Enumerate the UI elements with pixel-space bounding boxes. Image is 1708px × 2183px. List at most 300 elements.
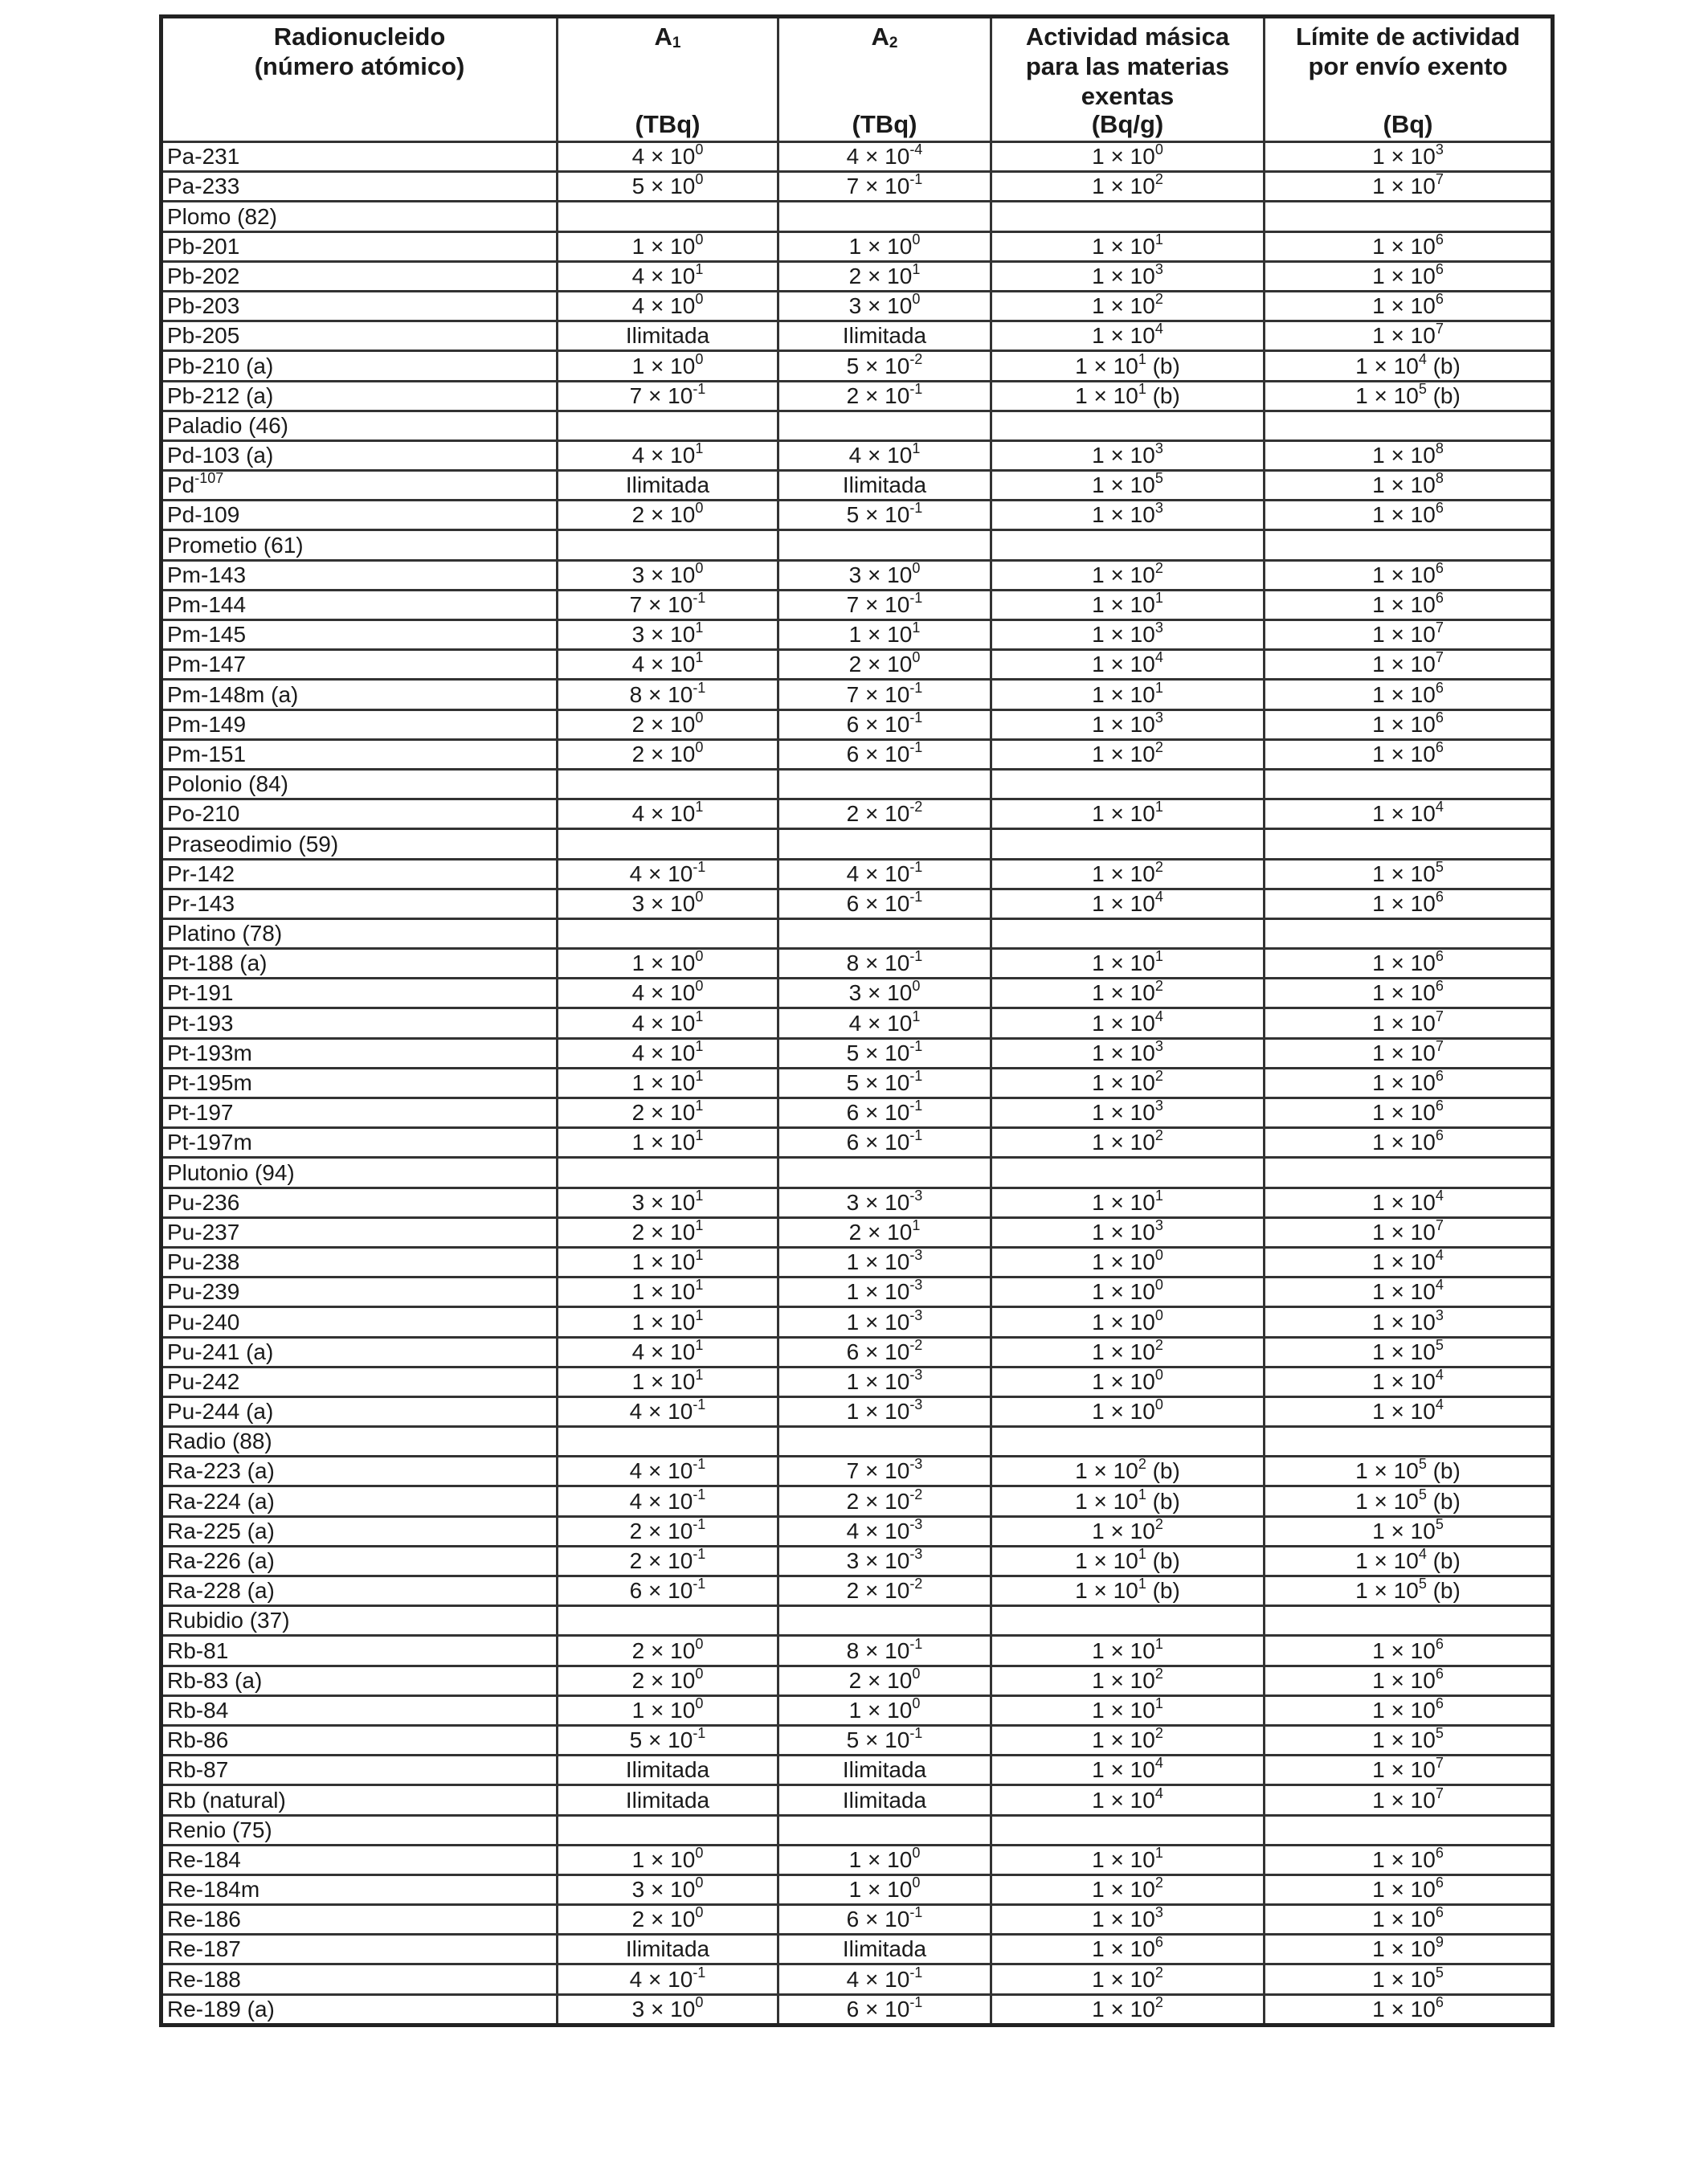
- exponent: 1: [695, 799, 704, 816]
- exponent: 4: [1154, 889, 1163, 905]
- cell-activity-limit: $1 \times 10^6$: [1265, 560, 1553, 590]
- cell-a2: Ilimitada: [778, 471, 991, 501]
- exponent: 6: [1154, 1934, 1163, 1951]
- exponent: 7: [1435, 321, 1444, 337]
- cell-radionuclide: Pr-142: [161, 859, 558, 889]
- cell-a2: $7 \times 10^{-1}$: [778, 590, 991, 619]
- exponent: -1: [909, 1098, 923, 1114]
- exponent: 0: [1154, 141, 1163, 158]
- exponent: 7: [1435, 171, 1444, 188]
- table-row: [161, 1367, 1553, 1396]
- cell-a2: $6 \times 10^{-1}$: [778, 709, 991, 739]
- cell-mass-activity: $1 \times 10^2$: [991, 1725, 1265, 1755]
- cell-a2: $4 \times 10^{-4}$: [778, 142, 991, 172]
- exponent: -1: [693, 1396, 706, 1413]
- exponent: 1: [1154, 679, 1163, 696]
- cell-mass-activity: $1 \times 10^4$: [991, 650, 1265, 680]
- exponent: -2: [909, 1486, 923, 1502]
- cell-mass-activity: $1 \times 10^2$: [991, 172, 1265, 202]
- cell-a2: $4 \times 10^{-1}$: [778, 859, 991, 889]
- cell-activity-limit: $1 \times 10^6$: [1265, 501, 1553, 530]
- table-row: [161, 231, 1553, 261]
- exponent: 1: [695, 1306, 704, 1323]
- exponent: 1: [912, 619, 921, 636]
- exponent: 7: [1435, 1755, 1444, 1772]
- cell-radionuclide: Rb-83 (a): [161, 1666, 558, 1695]
- cell-a2: $6 \times 10^{-1}$: [778, 739, 991, 769]
- cell-a1: [558, 411, 778, 440]
- cell-activity-limit: $1 \times 10^5$ (b): [1265, 1486, 1553, 1516]
- exponent: 6: [1435, 978, 1444, 995]
- element-group-row: [161, 1427, 1553, 1457]
- cell-a2: [778, 1158, 991, 1188]
- exponent: 1: [1138, 381, 1146, 397]
- exponent: -3: [909, 1188, 923, 1204]
- table-row: [161, 979, 1553, 1008]
- cell-radionuclide: Pt-193m: [161, 1038, 558, 1068]
- table-row: [161, 949, 1553, 979]
- cell-activity-limit: [1265, 202, 1553, 231]
- cell-a2: $5 \times 10^{-1}$: [778, 1725, 991, 1755]
- exponent: 4: [1154, 649, 1163, 666]
- cell-radionuclide: Platino (78): [161, 918, 558, 948]
- cell-mass-activity: $1 \times 10^2$: [991, 1874, 1265, 1904]
- exponent: 5: [1435, 1725, 1444, 1742]
- cell-mass-activity: $1 \times 10^3$: [991, 620, 1265, 650]
- header-mass-activity-unit: (Bq/g): [1091, 110, 1164, 138]
- cell-a2: [778, 1427, 991, 1457]
- cell-mass-activity: [991, 411, 1265, 440]
- cell-activity-limit: $1 \times 10^5$: [1265, 1337, 1553, 1367]
- table-row: [161, 381, 1553, 411]
- exponent: -3: [909, 1546, 923, 1562]
- cell-mass-activity: $1 \times 10^2$: [991, 1337, 1265, 1367]
- exponent: 5: [1435, 1964, 1444, 1981]
- exponent: 5: [1418, 1576, 1427, 1592]
- cell-activity-limit: $1 \times 10^5$: [1265, 1725, 1553, 1755]
- header-a1: [558, 17, 778, 142]
- exponent: 6: [1435, 948, 1444, 965]
- exponent: -1: [909, 1635, 923, 1652]
- cell-radionuclide: Re-186: [161, 1905, 558, 1935]
- exponent: -1: [693, 859, 706, 875]
- exponent: -3: [909, 1306, 923, 1323]
- exponent: -1: [909, 889, 923, 905]
- cell-activity-limit: $1 \times 10^6$: [1265, 261, 1553, 291]
- exponent: 4: [1154, 1784, 1163, 1801]
- cell-a1: $2 \times 10^0$: [558, 739, 778, 769]
- cell-a1: [558, 1158, 778, 1188]
- cell-mass-activity: $1 \times 10^2$: [991, 1666, 1265, 1695]
- cell-radionuclide: Pb-205: [161, 321, 558, 351]
- exponent: -1: [909, 739, 923, 755]
- cell-mass-activity: $1 \times 10^2$: [991, 560, 1265, 590]
- cell-a2: $2 \times 10^{-1}$: [778, 381, 991, 411]
- cell-mass-activity: $1 \times 10^0$: [991, 1396, 1265, 1426]
- cell-mass-activity: $1 \times 10^2$: [991, 1068, 1265, 1098]
- cell-a1: $2 \times 10^0$: [558, 709, 778, 739]
- cell-radionuclide: Rb (natural): [161, 1785, 558, 1815]
- exponent: 0: [912, 1845, 921, 1861]
- exponent: 1: [1154, 1845, 1163, 1861]
- table-row: [161, 1935, 1553, 1964]
- exponent: -1: [693, 1964, 706, 1981]
- exponent: -1: [909, 1127, 923, 1144]
- cell-mass-activity: $1 \times 10^2$: [991, 1128, 1265, 1158]
- cell-a1: $2 \times 10^0$: [558, 1636, 778, 1666]
- cell-a1: $4 \times 10^0$: [558, 979, 778, 1008]
- element-group-row: [161, 1815, 1553, 1845]
- table-row: [161, 142, 1553, 172]
- table-row: [161, 1785, 1553, 1815]
- exponent: -1: [909, 709, 923, 726]
- cell-a1: $4 \times 10^{-1}$: [558, 1457, 778, 1486]
- cell-a1: $4 \times 10^{-1}$: [558, 1486, 778, 1516]
- header-a1-text: [558, 22, 777, 58]
- cell-a2: $3 \times 10^0$: [778, 291, 991, 321]
- exponent: 5: [1154, 470, 1163, 487]
- exponent: 2: [1154, 739, 1163, 755]
- exponent: 0: [695, 739, 704, 755]
- exponent: 1: [695, 649, 704, 666]
- exponent: -1: [693, 1725, 706, 1742]
- exponent: -1: [909, 1725, 923, 1742]
- exponent: 0: [695, 978, 704, 995]
- exponent: 3: [1435, 141, 1444, 158]
- cell-activity-limit: $1 \times 10^6$: [1265, 949, 1553, 979]
- cell-radionuclide: Pt-197: [161, 1098, 558, 1128]
- exponent: -1: [693, 1546, 706, 1562]
- cell-a1: $4 \times 10^{-1}$: [558, 1964, 778, 1994]
- cell-radionuclide: Pu-238: [161, 1247, 558, 1277]
- cell-a1: $4 \times 10^0$: [558, 142, 778, 172]
- exponent: -1: [909, 590, 923, 606]
- header-a2: [778, 17, 991, 142]
- cell-activity-limit: [1265, 1606, 1553, 1636]
- cell-activity-limit: $1 \times 10^7$: [1265, 1756, 1553, 1785]
- header-a1-symbol: A: [654, 22, 672, 51]
- cell-a1: $4 \times 10^0$: [558, 291, 778, 321]
- table-row: [161, 739, 1553, 769]
- cell-a2: $4 \times 10^{-1}$: [778, 1964, 991, 1994]
- exponent: 7: [1435, 649, 1444, 666]
- cell-a1: Ilimitada: [558, 471, 778, 501]
- exponent: 6: [1435, 1845, 1444, 1861]
- table-row: [161, 1188, 1553, 1217]
- exponent: -1: [909, 500, 923, 517]
- table-row: [161, 1278, 1553, 1307]
- element-group-row: [161, 1158, 1553, 1188]
- exponent: 4: [1435, 1367, 1444, 1383]
- exponent: 1: [1138, 1576, 1146, 1592]
- cell-mass-activity: $1 \times 10^0$: [991, 1278, 1265, 1307]
- cell-mass-activity: $1 \times 10^4$: [991, 321, 1265, 351]
- cell-mass-activity: [991, 918, 1265, 948]
- cell-mass-activity: $1 \times 10^1$: [991, 590, 1265, 619]
- exponent: -3: [909, 1277, 923, 1294]
- exponent: 6: [1435, 1666, 1444, 1682]
- table-row: [161, 321, 1553, 351]
- exponent: 5: [1418, 1456, 1427, 1473]
- cell-radionuclide: Pu-241 (a): [161, 1337, 558, 1367]
- exponent: 1: [1154, 590, 1163, 606]
- element-group-row: [161, 829, 1553, 859]
- cell-mass-activity: [991, 1158, 1265, 1188]
- cell-activity-limit: $1 \times 10^5$ (b): [1265, 381, 1553, 411]
- cell-a1: $4 \times 10^{-1}$: [558, 859, 778, 889]
- cell-activity-limit: $1 \times 10^7$: [1265, 172, 1553, 202]
- cell-a2: [778, 1606, 991, 1636]
- cell-a1: $1 \times 10^1$: [558, 1307, 778, 1337]
- exponent: 1: [695, 1127, 704, 1144]
- cell-radionuclide: Ra-225 (a): [161, 1516, 558, 1546]
- table-row: [161, 1845, 1553, 1874]
- header-activity-limit-text: Límite de actividad por envío exento: [1295, 22, 1521, 80]
- exponent: 1: [1138, 350, 1146, 367]
- cell-a1: $2 \times 10^{-1}$: [558, 1516, 778, 1546]
- exponent: 0: [695, 350, 704, 367]
- cell-a2: $1 \times 10^{-3}$: [778, 1247, 991, 1277]
- exponent: 7: [1435, 619, 1444, 636]
- exponent: 3: [1154, 1038, 1163, 1054]
- exponent: 4: [1154, 321, 1163, 337]
- header-a2-text: [779, 22, 990, 58]
- exponent: 7: [1435, 1038, 1444, 1054]
- cell-a1: $2 \times 10^1$: [558, 1217, 778, 1247]
- cell-a1: Ilimitada: [558, 1785, 778, 1815]
- exponent: 3: [1154, 619, 1163, 636]
- table-row: [161, 889, 1553, 918]
- cell-radionuclide: Re-188: [161, 1964, 558, 1994]
- exponent: 1: [1138, 1546, 1146, 1562]
- cell-a1: $2 \times 10^0$: [558, 1905, 778, 1935]
- cell-activity-limit: [1265, 829, 1553, 859]
- exponent: 0: [695, 1666, 704, 1682]
- cell-a1: $3 \times 10^0$: [558, 1994, 778, 2025]
- cell-radionuclide: Rubidio (37): [161, 1606, 558, 1636]
- cell-a1: $1 \times 10^1$: [558, 1128, 778, 1158]
- cell-mass-activity: [991, 1427, 1265, 1457]
- exponent: 6: [1435, 1127, 1444, 1144]
- table-row: [161, 1636, 1553, 1666]
- exponent: -2: [909, 350, 923, 367]
- exponent: 0: [1154, 1277, 1163, 1294]
- element-group-row: [161, 1606, 1553, 1636]
- table-row: [161, 1307, 1553, 1337]
- exponent: 1: [912, 440, 921, 457]
- exponent: 1: [912, 1217, 921, 1233]
- exponent: 1: [695, 1247, 704, 1264]
- exponent: 1: [1154, 1695, 1163, 1711]
- cell-mass-activity: $1 \times 10^0$: [991, 1367, 1265, 1396]
- cell-radionuclide: Pu-236: [161, 1188, 558, 1217]
- cell-radionuclide: Rb-87: [161, 1756, 558, 1785]
- cell-a2: $3 \times 10^{-3}$: [778, 1188, 991, 1217]
- cell-mass-activity: $1 \times 10^3$: [991, 1905, 1265, 1935]
- exponent: 0: [1154, 1396, 1163, 1413]
- cell-a2: Ilimitada: [778, 1935, 991, 1964]
- cell-mass-activity: $1 \times 10^2$: [991, 291, 1265, 321]
- cell-activity-limit: $1 \times 10^6$: [1265, 739, 1553, 769]
- exponent: 8: [1435, 470, 1444, 487]
- cell-activity-limit: $1 \times 10^6$: [1265, 979, 1553, 1008]
- cell-radionuclide: Plutonio (94): [161, 1158, 558, 1188]
- cell-radionuclide: Pd-109: [161, 501, 558, 530]
- exponent: 0: [912, 978, 921, 995]
- cell-mass-activity: $1 \times 10^1$: [991, 1845, 1265, 1874]
- cell-a1: [558, 1815, 778, 1845]
- cell-a2: $2 \times 10^1$: [778, 261, 991, 291]
- exponent: 4: [1418, 1546, 1427, 1562]
- cell-a2: [778, 1815, 991, 1845]
- cell-a1: $4 \times 10^1$: [558, 650, 778, 680]
- cell-activity-limit: [1265, 530, 1553, 560]
- exponent: 2: [1138, 1456, 1146, 1473]
- cell-a2: $5 \times 10^{-2}$: [778, 351, 991, 381]
- cell-mass-activity: $1 \times 10^3$: [991, 501, 1265, 530]
- cell-a1: $3 \times 10^0$: [558, 560, 778, 590]
- exponent: 0: [912, 291, 921, 308]
- cell-activity-limit: [1265, 769, 1553, 799]
- table-row: [161, 261, 1553, 291]
- exponent: 0: [695, 500, 704, 517]
- element-group-row: [161, 202, 1553, 231]
- exponent: -1: [693, 1516, 706, 1532]
- cell-a1: $5 \times 10^0$: [558, 172, 778, 202]
- cell-radionuclide: Pm-148m (a): [161, 680, 558, 709]
- cell-a2: $5 \times 10^{-1}$: [778, 501, 991, 530]
- exponent: 0: [695, 709, 704, 726]
- cell-activity-limit: $1 \times 10^4$: [1265, 1367, 1553, 1396]
- cell-activity-limit: $1 \times 10^6$: [1265, 1695, 1553, 1725]
- cell-activity-limit: $1 \times 10^6$: [1265, 1636, 1553, 1666]
- cell-activity-limit: $1 \times 10^5$: [1265, 1516, 1553, 1546]
- cell-activity-limit: $1 \times 10^7$: [1265, 1217, 1553, 1247]
- exponent: -1: [909, 1068, 923, 1084]
- cell-a2: $3 \times 10^0$: [778, 560, 991, 590]
- exponent: 0: [912, 1666, 921, 1682]
- cell-a1: $4 \times 10^1$: [558, 799, 778, 829]
- exponent: -4: [909, 141, 923, 158]
- cell-activity-limit: $1 \times 10^6$: [1265, 291, 1553, 321]
- cell-radionuclide: Pb-201: [161, 231, 558, 261]
- exponent: 6: [1435, 679, 1444, 696]
- exponent: 6: [1435, 500, 1444, 517]
- exponent: -1: [693, 1576, 706, 1592]
- cell-mass-activity: $1 \times 10^5$: [991, 471, 1265, 501]
- cell-mass-activity: [991, 530, 1265, 560]
- cell-radionuclide: Praseodimio (59): [161, 829, 558, 859]
- table-row: [161, 471, 1553, 501]
- cell-a1: $3 \times 10^1$: [558, 620, 778, 650]
- cell-radionuclide: Paladio (46): [161, 411, 558, 440]
- exponent: 5: [1418, 1486, 1427, 1502]
- cell-activity-limit: $1 \times 10^6$: [1265, 1098, 1553, 1128]
- cell-a1: $4 \times 10^1$: [558, 440, 778, 470]
- cell-a1: $4 \times 10^{-1}$: [558, 1396, 778, 1426]
- cell-activity-limit: $1 \times 10^7$: [1265, 1785, 1553, 1815]
- exponent: 2: [1154, 291, 1163, 308]
- exponent: 6: [1435, 1695, 1444, 1711]
- exponent: 0: [695, 1874, 704, 1891]
- cell-a1: $1 \times 10^0$: [558, 231, 778, 261]
- exponent: 3: [1154, 1904, 1163, 1921]
- exponent: 2: [1154, 1666, 1163, 1682]
- exponent: 3: [1154, 440, 1163, 457]
- exponent: 0: [695, 231, 704, 247]
- cell-radionuclide: Pb-203: [161, 291, 558, 321]
- exponent: 1: [1154, 1635, 1163, 1652]
- cell-a2: $1 \times 10^0$: [778, 1845, 991, 1874]
- header-mass-activity-text: Actividad másica para las materias exentas: [1025, 22, 1230, 110]
- cell-activity-limit: [1265, 1427, 1553, 1457]
- exponent: -2: [909, 1576, 923, 1592]
- cell-a2: $6 \times 10^{-1}$: [778, 1128, 991, 1158]
- exponent: 9: [1435, 1934, 1444, 1951]
- cell-radionuclide: Pr-143: [161, 889, 558, 918]
- cell-a2: $1 \times 10^{-3}$: [778, 1396, 991, 1426]
- cell-mass-activity: $1 \times 10^1$: [991, 1188, 1265, 1217]
- cell-radionuclide: Pb-210 (a): [161, 351, 558, 381]
- cell-mass-activity: $1 \times 10^1$: [991, 1695, 1265, 1725]
- cell-a1: [558, 202, 778, 231]
- element-group-row: [161, 411, 1553, 440]
- cell-a2: $3 \times 10^0$: [778, 979, 991, 1008]
- cell-a2: [778, 411, 991, 440]
- exponent: 1: [1154, 231, 1163, 247]
- exponent: 0: [1154, 1247, 1163, 1264]
- header-activity-limit: [1265, 17, 1553, 142]
- table-row: [161, 1756, 1553, 1785]
- table-row: [161, 1874, 1553, 1904]
- exponent: 1: [695, 261, 704, 277]
- cell-radionuclide: Rb-84: [161, 1695, 558, 1725]
- cell-a2: $3 \times 10^{-3}$: [778, 1546, 991, 1576]
- exponent: 1: [912, 1008, 921, 1024]
- cell-mass-activity: $1 \times 10^2$: [991, 979, 1265, 1008]
- cell-a2: $1 \times 10^{-3}$: [778, 1367, 991, 1396]
- cell-radionuclide: Pm-151: [161, 739, 558, 769]
- cell-mass-activity: $1 \times 10^4$: [991, 1785, 1265, 1815]
- exponent: 7: [1435, 1217, 1444, 1233]
- cell-radionuclide: Renio (75): [161, 1815, 558, 1845]
- cell-mass-activity: $1 \times 10^1$ (b): [991, 381, 1265, 411]
- cell-a2: $2 \times 10^0$: [778, 650, 991, 680]
- exponent: 6: [1435, 1068, 1444, 1084]
- cell-activity-limit: $1 \times 10^3$: [1265, 1307, 1553, 1337]
- cell-activity-limit: $1 \times 10^6$: [1265, 1666, 1553, 1695]
- cell-mass-activity: $1 \times 10^3$: [991, 1098, 1265, 1128]
- table-row: [161, 709, 1553, 739]
- exponent: 0: [912, 1874, 921, 1891]
- table-row: [161, 1994, 1553, 2025]
- cell-a2: $7 \times 10^{-3}$: [778, 1457, 991, 1486]
- exponent: -1: [909, 859, 923, 875]
- exponent: 5: [1435, 859, 1444, 875]
- exponent: 2: [1154, 1874, 1163, 1891]
- table-row: [161, 1964, 1553, 1994]
- cell-activity-limit: $1 \times 10^6$: [1265, 1128, 1553, 1158]
- exponent: 2: [1154, 171, 1163, 188]
- cell-a2: $6 \times 10^{-2}$: [778, 1337, 991, 1367]
- cell-activity-limit: $1 \times 10^3$: [1265, 142, 1553, 172]
- exponent: 6: [1435, 1874, 1444, 1891]
- cell-radionuclide: Ra-226 (a): [161, 1546, 558, 1576]
- cell-radionuclide: Radio (88): [161, 1427, 558, 1457]
- exponent: 0: [695, 291, 704, 308]
- exponent: 1: [695, 440, 704, 457]
- exponent: 1: [1154, 1188, 1163, 1204]
